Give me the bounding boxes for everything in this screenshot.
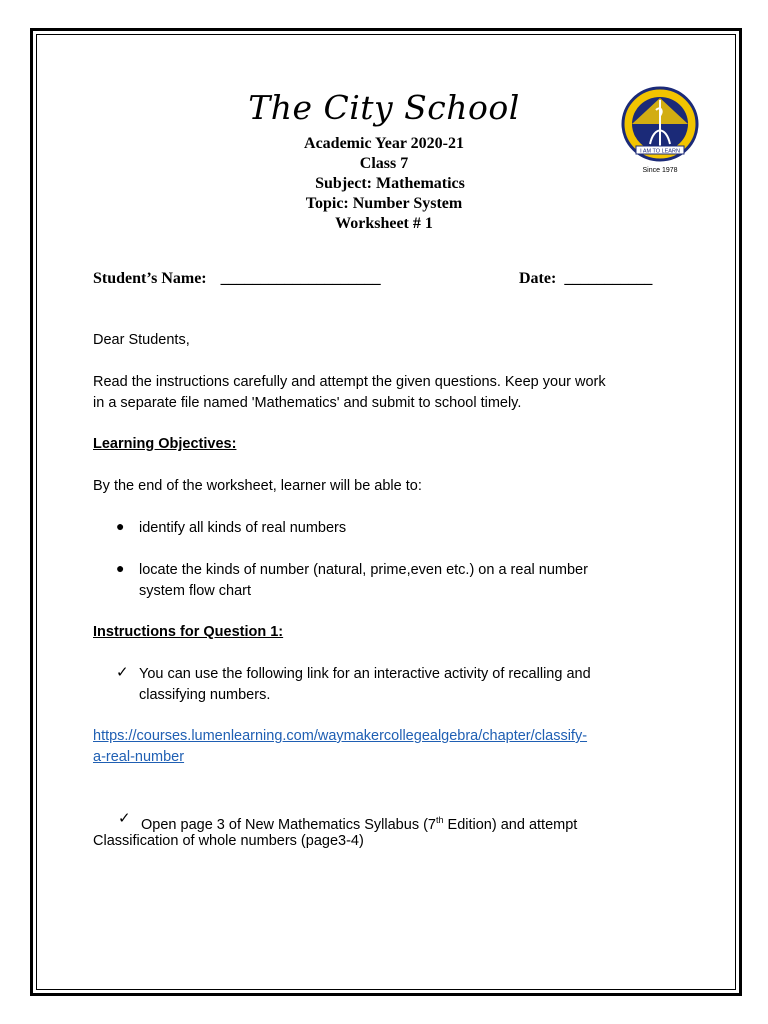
academic-year: Academic Year 2020-21: [304, 135, 464, 152]
checkmark-icon: ✓: [118, 810, 131, 827]
activity-link[interactable]: [93, 726, 683, 768]
instructions-line-1: Read the instructions carefully and attempt the given questions. Keep your work: [93, 374, 606, 390]
objective-item-1: identify all kinds of real numbers: [139, 520, 347, 536]
student-name-label: Student’s Name:: [93, 270, 207, 287]
topic-label: Topic: Number System: [305, 195, 463, 212]
activity-link-line-2[interactable]: a-real-number: [93, 749, 185, 765]
objective-item-2-line-1: locate the kinds of number (natural, prime,even etc.) on a real number: [139, 562, 588, 578]
activity-link-line-1[interactable]: https://courses.lumenlearning.com/waymakercollegealgebra/chapter/classify-: [93, 728, 588, 744]
check-item-1-line-2: classifying numbers.: [139, 687, 271, 703]
objectives-heading: Learning Objectives:: [93, 436, 237, 452]
greeting: Dear Students,: [93, 332, 190, 348]
date-field[interactable]: [519, 270, 652, 288]
school-title: The City School: [248, 88, 520, 127]
logo-since: Since 1978: [642, 167, 678, 174]
instructions-line-2: in a separate file named 'Mathematics' and submit to school timely.: [93, 395, 522, 411]
student-name-field[interactable]: [93, 270, 381, 288]
date-blank: ___________: [564, 270, 653, 287]
checkmark-icon: ✓: [116, 664, 129, 681]
subject-label: Subject: Mathematics: [315, 175, 465, 192]
check-item-2-superscript: th: [435, 815, 444, 825]
objectives-intro: By the end of the worksheet, learner will be able to:: [93, 478, 422, 494]
instructions-paragraph: [93, 372, 683, 414]
check-item-2-text: Open page 3 of New Mathematics Syllabus (7: [141, 816, 436, 833]
worksheet-number: Worksheet # 1: [335, 215, 433, 232]
check-item-1: [139, 664, 699, 706]
logo-motto: I AM TO LEARN: [640, 148, 680, 155]
class-label: Class 7: [359, 155, 409, 172]
date-label: Date:: [519, 270, 557, 287]
check-item-2-line-2: Classification of whole numbers (page3-4): [93, 833, 364, 849]
student-name-blank: ____________________: [220, 270, 381, 287]
question-1-heading: Instructions for Question 1:: [93, 624, 284, 640]
check-item-2-text-end: Edition) and attempt: [443, 816, 578, 833]
school-logo-icon: [620, 86, 700, 178]
objective-item-2-line-2: system flow chart: [139, 583, 251, 599]
bullet-icon: ●: [116, 518, 125, 534]
bullet-icon: ●: [116, 560, 125, 576]
check-item-1-line-1: You can use the following link for an interactive activity of recalling and: [139, 666, 591, 682]
objective-item-2: [139, 560, 699, 602]
